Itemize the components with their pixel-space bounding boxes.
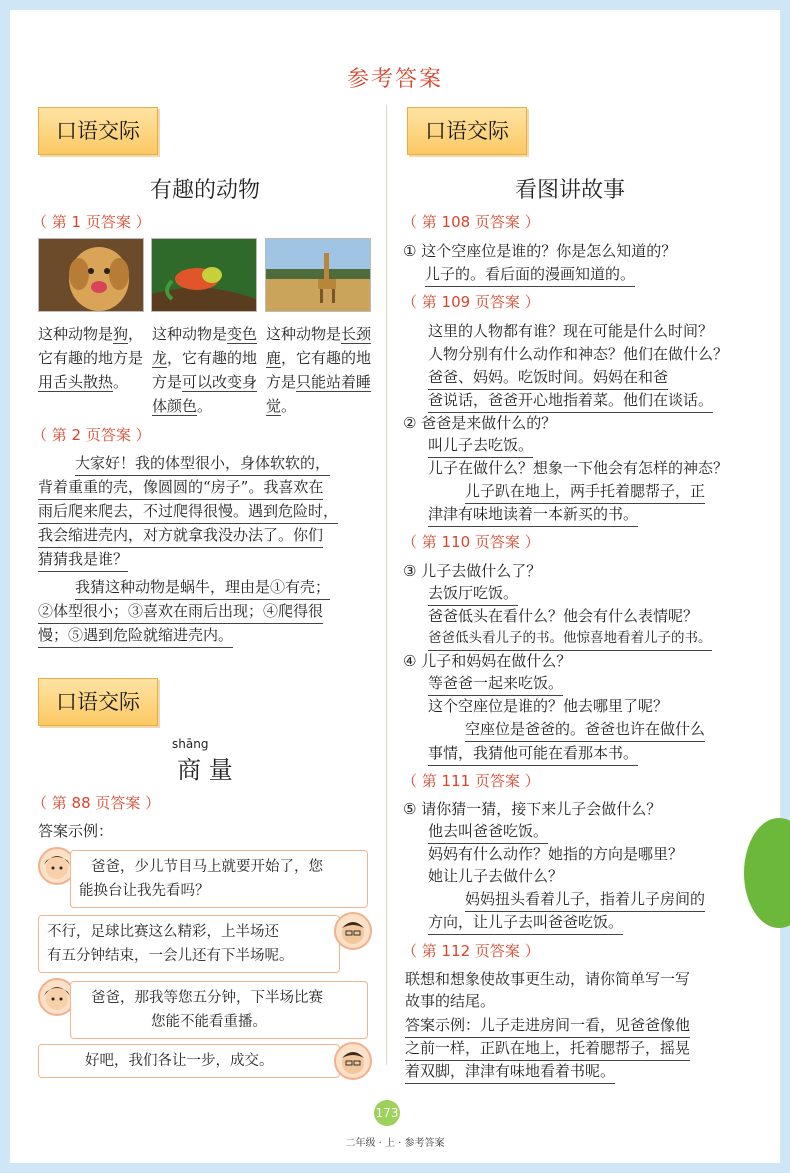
answer-label-p112: （ 第 112 页答案 ） [402,942,540,960]
dialog-2-line-2: 有五分钟结束，一会儿还有下半场呢。 [47,948,294,964]
chameleon-image [152,239,256,311]
topic-picture-story: 看图讲故事 [514,178,625,203]
answer-6: 爸爸低头看儿子的书。他惊喜地看着儿子的书。 [428,627,712,651]
question-10b: 她让儿子去做什么？ [428,867,564,885]
riddle-line-3: 雨后爬来爬去，不过爬得很慢。遇到危险时， [38,500,338,524]
riddle-line-5: 猜猜我是谁？ [38,548,128,572]
guess-line-2: ②体型很小；③喜欢在雨后出现；④爬得很 [38,600,323,624]
pinyin-shang: shāng [172,737,209,751]
column-divider [386,105,387,1065]
topic-interesting-animals: 有趣的动物 [149,178,260,203]
answer-8a: 空座位是爸爸的。爸爸也许在做什么 [465,718,705,742]
guess-line-3: 慢；⑤遇到危险就缩进壳内。 [38,624,233,648]
dialog-bubble-1 [70,850,368,908]
question-2b: 人物分别有什么动作和神态？他们在做什么？ [428,345,729,363]
answer-label-p108: （ 第 108 页答案 ） [402,213,540,231]
dad-avatar-2 [334,1042,372,1080]
example-label: 答案示例： [38,822,114,840]
question-6: 爸爸低头在看什么？他会有什么表情呢？ [428,607,699,625]
dialog-3-line-1: 爸爸，那我等您五分钟，下半场比赛 [91,990,323,1006]
answer-label-p111: （ 第 111 页答案 ） [402,772,540,790]
dog-photo [38,238,144,312]
dog-image [39,239,143,311]
answer-11b: 之前一样，正趴在地上，托着腮帮子，摇晃 [405,1037,690,1061]
question-10a: 妈妈有什么动作？她指的方向是哪里？ [428,845,684,863]
answer-label-p2: （ 第 2 页答案 ） [32,426,151,444]
answer-label-p110: （ 第 110 页答案 ） [402,533,540,551]
dialog-3-line-2: 您能不能看重播。 [151,1014,267,1030]
dad-avatar [334,912,372,950]
dialog-1-line-2: 能换台让我先看吗？ [79,883,210,899]
answer-7: 等爸爸一起来吃饭。 [428,672,563,696]
page-number: 173 [374,1100,400,1126]
oral-badge-3: 口语交际 [407,107,527,155]
topic-discuss: 商 量 [177,756,233,784]
oral-badge-1: 口语交际 [38,107,158,155]
guess-line-1: 我猜这种动物是蜗牛，理由是①有壳； [75,576,330,600]
dialog-4-line-1: 好吧，我们各让一步，成交。 [85,1053,274,1069]
question-11b: 故事的结尾。 [405,992,496,1010]
riddle-line-4: 我会缩进壳内，对方就拿我没办法了。你们 [38,524,323,548]
question-9: ⑤ 请你猜一猜，接下来儿子会做什么？ [403,800,662,818]
dialog-bubble-4 [38,1044,340,1078]
answer-10a: 妈妈扭头看着儿子，指着儿子房间的 [465,888,705,912]
answer-label-p1: （ 第 1 页答案 ） [32,213,151,231]
question-3: ② 爸爸是来做什么的？ [403,414,557,432]
answer-4a: 儿子趴在地上，两手托着腮帮子，正 [465,480,705,504]
giraffe-photo [265,238,371,312]
page-title: 参考答案 [346,67,443,92]
dialog-2-line-1: 不行，足球比赛这么精彩，上半场还 [47,924,279,940]
giraffe-image [266,239,370,311]
question-1: ① 这个空座位是谁的？你是怎么知道的？ [403,242,677,260]
answer-4b: 津津有味地读着一本新买的书。 [428,503,638,527]
answer-label-p88: （ 第 88 页答案 ） [32,794,161,812]
animal-desc-chameleon: 这种动物是变色龙，它有趣的地方是可以改变身体颜色。 [152,325,258,415]
oral-badge-2: 口语交际 [38,678,158,726]
animal-desc-giraffe: 这种动物是长颈鹿，它有趣的地方是只能站着睡觉。 [266,325,372,415]
question-4: 儿子在做什么？想象一下他会有怎样的神态？ [428,459,729,477]
answer-1: 儿子的。看后面的漫画知道的。 [425,263,635,287]
dialog-1-line-1: 爸爸，少儿节目马上就要开始了，您 [91,859,323,875]
riddle-line-2: 背着重重的壳，像圆圆的“房子”。我喜欢在 [38,476,323,500]
dialog-bubble-3 [70,981,368,1039]
answer-9: 他去叫爸爸吃饭。 [428,820,548,844]
dialog-bubble-2 [38,915,340,973]
answer-8b: 事情，我猜他可能在看那本书。 [428,742,638,766]
answer-2b: 爸说话，爸爸开心地指着菜。他们在谈话。 [428,389,713,413]
answer-3: 叫儿子去吃饭。 [428,434,533,458]
question-5: ③ 儿子去做什么了？ [403,562,542,580]
question-2a: 这里的人物都有谁？现在可能是什么时间？ [428,322,714,340]
answer-11c: 着双脚，津津有味地看着书呢。 [405,1060,615,1084]
footer-caption: 二年级 · 上 · 参考答案 [345,1138,445,1149]
chameleon-photo [151,238,257,312]
answer-2a: 爸爸、妈妈。吃饭时间。妈妈在和爸 [428,366,668,390]
question-7: ④ 儿子和妈妈在做什么？ [403,652,572,670]
riddle-line-1: 大家好！我的体型很小，身体软软的， [75,452,330,476]
answer-11a: 答案示例：儿子走进房间一看，见爸爸像他 [405,1014,690,1038]
answer-10b: 方向，让儿子去叫爸爸吃饭。 [428,911,623,935]
answer-label-p109: （ 第 109 页答案 ） [402,293,540,311]
question-8: 这个空座位是谁的？他去哪里了呢？ [428,697,669,715]
answer-5: 去饭厅吃饭。 [428,582,518,606]
question-11a: 联想和想象使故事更生动，请你简单写一写 [405,970,691,988]
animal-desc-dog: 这种动物是狗，它有趣的地方是用舌头散热。 [38,325,144,391]
